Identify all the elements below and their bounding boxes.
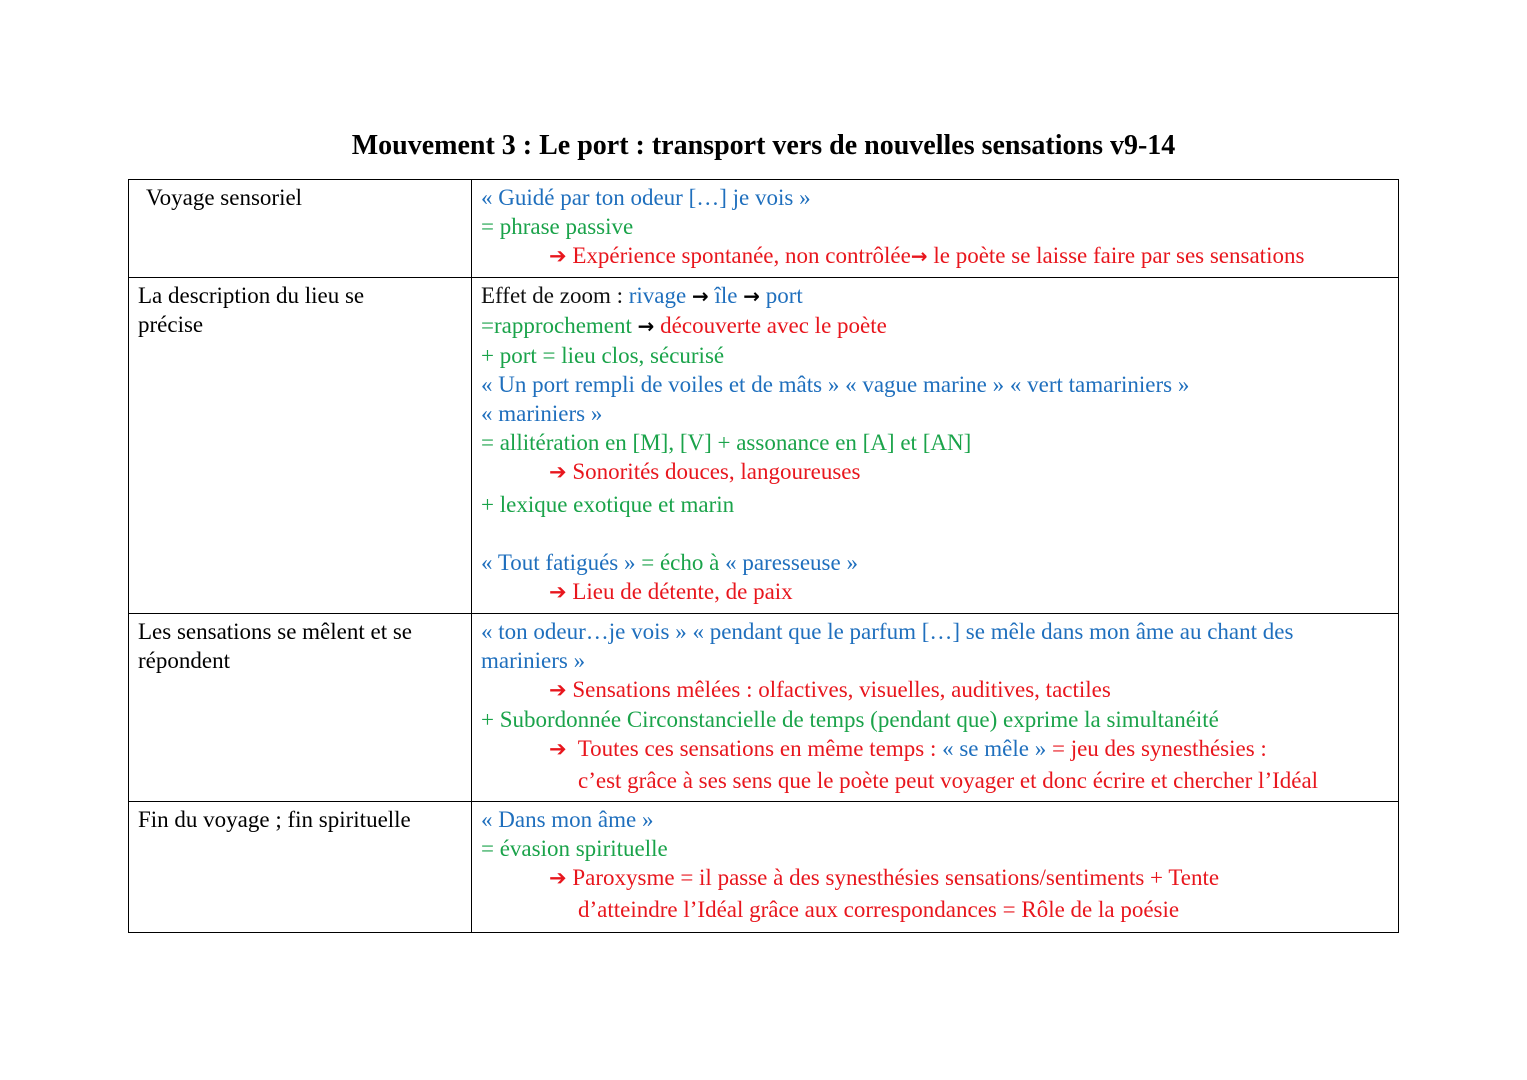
conclusion-text: d’atteindre l’Idéal grâce aux correspondances = Rôle de la poésie — [578, 897, 1180, 922]
row-label-cell — [129, 278, 472, 614]
arrow-right-icon: → — [743, 284, 760, 308]
conclusion-line — [481, 457, 1390, 487]
page-title: Mouvement 3 : Le port : transport vers de nouvelles sensations v9-14 — [351, 130, 1176, 161]
row-label-cell — [129, 614, 472, 802]
row-content-cell — [472, 802, 1399, 933]
analysis-table — [128, 179, 1399, 933]
arrow-right-icon: ➔ — [549, 678, 567, 702]
conclusion-text: Paroxysme = il passe à des synesthésies sensations/sentiments + Tente — [572, 865, 1220, 890]
conclusion-line — [481, 734, 1390, 764]
row-label-cell — [129, 180, 472, 278]
quote-text: « ton odeur…je vois » « pendant que le parfum […] se mêle dans mon âme au chant des — [481, 619, 1294, 644]
table-row — [129, 802, 1399, 933]
row-content-cell — [472, 278, 1399, 614]
analysis-text: + port = lieu clos, sécurisé — [481, 343, 725, 368]
table-row — [129, 278, 1399, 614]
analysis-text: + Subordonnée Circonstancielle de temps (pendant que) exprime la simultanéité — [481, 707, 1219, 732]
row-label: Voyage sensoriel — [146, 185, 303, 210]
quote-text: « se mêle » — [942, 736, 1047, 761]
row-content-cell — [472, 180, 1399, 278]
conclusion-text: Expérience spontanée, non contrôlée — [572, 243, 911, 268]
analysis-text: = évasion spirituelle — [481, 836, 668, 861]
quote-text: « mariniers » — [481, 401, 603, 426]
conclusion-text: c’est grâce à ses sens que le poète peut voyager et donc écrire et chercher l’Idéal — [578, 768, 1319, 793]
analysis-label: Effet de zoom : — [481, 283, 629, 308]
analysis-text: = écho à — [635, 550, 726, 575]
analysis-text: = phrase passive — [481, 214, 634, 239]
conclusion-text: Sensations mêlées : olfactives, visuelles, auditives, tactiles — [572, 677, 1111, 702]
zoom-line — [481, 281, 1390, 311]
row-label: Les sensations se mêlent et se répondent — [138, 619, 413, 673]
row-content-cell — [472, 614, 1399, 802]
arrow-right-icon: → — [910, 244, 928, 268]
conclusion-line — [481, 577, 1390, 607]
table-row — [129, 614, 1399, 802]
conclusion-line — [481, 675, 1390, 705]
quote-text: « Tout fatigués » — [481, 550, 636, 575]
conclusion-text: = jeu des synesthésies : — [1046, 736, 1267, 761]
conclusion-text: découverte avec le poète — [660, 313, 887, 338]
quote-text: « Un port rempli de voiles et de mâts » « vague marine » « vert tamariniers » — [481, 372, 1190, 397]
row-label: La description du lieu se précise — [138, 283, 365, 337]
quote-text: « Guidé par ton odeur […] je vois » — [481, 185, 811, 210]
row-label-cell — [129, 802, 472, 933]
quote-text: rivage — [628, 283, 687, 308]
analysis-text: = allitération en [M], [V] + assonance en [A] et [AN] — [481, 430, 972, 455]
analysis-text: =rapprochement — [481, 313, 632, 338]
conclusion-text: le poète se laisse faire par ses sensations — [927, 243, 1305, 268]
fatigue-line — [481, 548, 1390, 577]
arrow-right-icon: → — [637, 314, 655, 338]
conclusion-text: Lieu de détente, de paix — [572, 579, 793, 604]
table-row — [129, 180, 1399, 278]
arrow-right-icon: ➔ — [549, 244, 567, 268]
quote-text: île — [714, 283, 738, 308]
rapprochement-line — [481, 311, 1390, 341]
arrow-right-icon: ➔ — [549, 866, 567, 890]
analysis-text: + lexique exotique et marin — [481, 492, 735, 517]
quote-text: port — [765, 283, 803, 308]
arrow-right-icon: ➔ — [549, 737, 567, 761]
conclusion-line — [481, 241, 1390, 271]
arrow-right-icon: ➔ — [549, 460, 567, 484]
conclusion-text: Toutes ces sensations en même temps : — [577, 736, 943, 761]
quote-text: « paresseuse » — [725, 550, 858, 575]
conclusion-text: Sonorités douces, langoureuses — [572, 459, 861, 484]
quote-text: mariniers » — [481, 648, 586, 673]
conclusion-line — [481, 863, 1390, 893]
quote-text: « Dans mon âme » — [481, 807, 654, 832]
arrow-right-icon: ➔ — [549, 580, 567, 604]
arrow-right-icon: → — [691, 284, 709, 308]
row-label: Fin du voyage ; fin spirituelle — [138, 807, 411, 832]
